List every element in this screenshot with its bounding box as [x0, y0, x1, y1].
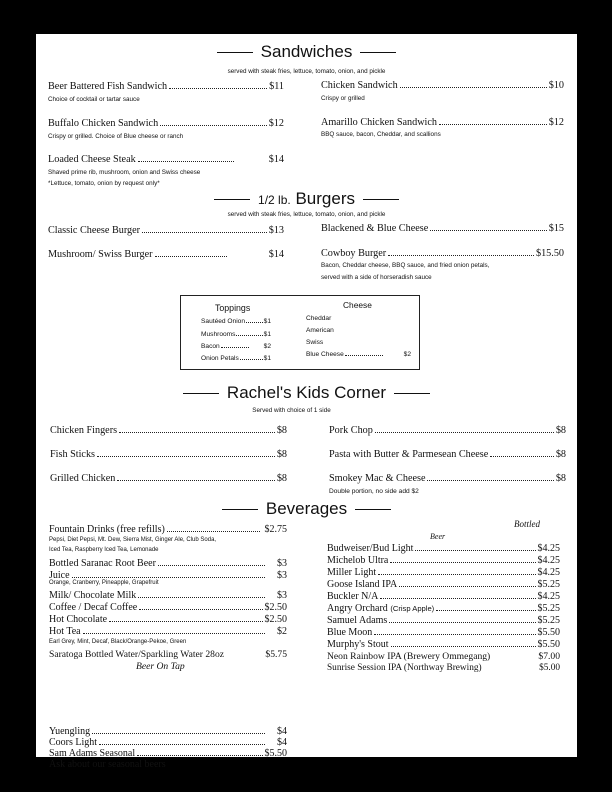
item-price: $8	[276, 473, 287, 484]
item-price: $5.25	[537, 603, 560, 614]
beverage-item	[327, 639, 560, 650]
cheese-item: Swiss	[306, 339, 324, 346]
kids-title: Rachel's Kids Corner	[226, 383, 387, 402]
beverage-item	[327, 567, 560, 578]
item-name: Blackened & Blue Cheese	[321, 223, 429, 234]
item-name: Coffee / Decaf Coffee	[49, 602, 138, 613]
item-price: $8	[555, 449, 566, 460]
topping-item	[201, 318, 271, 325]
item-name: Neon Rainbow IPA (Brewery Ommegang)	[327, 651, 491, 662]
topping-name: Onion Petals	[201, 355, 239, 362]
beverage-item	[49, 524, 287, 535]
menu-item	[321, 80, 564, 91]
item-price: $3	[277, 570, 287, 581]
item-name: Sunrise Session IPA (Northway Brewing)	[327, 663, 482, 673]
item-name: Mushroom/ Swiss Burger	[48, 249, 153, 260]
item-price: $14	[268, 154, 284, 165]
item-price: $12	[268, 118, 284, 129]
item-note: Bacon, Cheddar cheese, BBQ sauce, and fried onion petals,	[321, 262, 490, 269]
item-name: Buffalo Chicken Sandwich	[48, 118, 159, 129]
item-price: $14	[268, 249, 284, 260]
item-name: Hot Chocolate	[49, 614, 108, 625]
item-price: $8	[555, 425, 566, 436]
heading-rule	[355, 509, 391, 510]
item-name: Sam Adams Seasonal	[49, 748, 136, 759]
item-name: Samuel Adams	[327, 615, 388, 626]
item-name: Goose Island IPA	[327, 579, 398, 590]
sandwiches-title: Sandwiches	[260, 42, 353, 61]
topping-item	[201, 331, 271, 338]
item-name: Michelob Ultra	[327, 555, 389, 566]
heading-rule	[360, 52, 396, 53]
cheese-title: Cheese	[343, 300, 372, 310]
kids-subtitle: Served with choice of 1 side	[252, 407, 331, 414]
topping-item	[201, 343, 271, 350]
item-price: $8	[276, 425, 287, 436]
menu-item	[321, 248, 564, 259]
kids-heading	[36, 383, 577, 403]
item-price: $11	[269, 81, 284, 92]
item-name: Budweiser/Bud Light	[327, 543, 414, 554]
item-price: $15.50	[535, 248, 564, 259]
item-name: Juice	[49, 570, 70, 581]
beverage-item	[49, 614, 287, 625]
menu-item	[50, 449, 287, 460]
item-price: $2	[277, 626, 287, 637]
heading-rule	[222, 509, 258, 510]
item-price: $5.50	[537, 639, 560, 650]
heading-rule	[217, 52, 253, 53]
beverage-item	[49, 748, 287, 759]
beverage-item	[49, 590, 287, 601]
item-name: Loaded Cheese Steak	[48, 154, 136, 165]
topping-price: $1	[263, 318, 271, 325]
item-note: Earl Grey, Mint, Decaf, Black/Orange-Pekoe, Green	[49, 639, 187, 645]
beverages-heading	[36, 499, 577, 519]
beverage-item	[49, 737, 287, 748]
menu-item	[48, 81, 284, 92]
item-note: Crispy or grilled	[321, 95, 365, 102]
heading-rule	[394, 393, 430, 394]
menu-item	[48, 225, 284, 236]
heading-rule	[214, 199, 250, 200]
menu-item	[48, 118, 284, 129]
item-price: $5.50	[264, 748, 287, 759]
item-price: $5.25	[537, 615, 560, 626]
item-name: Smokey Mac & Cheese	[329, 473, 426, 484]
cheese-item: Cheddar	[306, 315, 332, 322]
item-note: Shaved prime rib, mushroom, onion and Swiss cheese	[48, 169, 201, 176]
topping-price: $1	[263, 355, 271, 362]
item-note: Crispy or grilled. Choice of Blue cheese or ranch	[48, 133, 184, 140]
menu-item	[48, 154, 284, 165]
menu-item	[321, 117, 564, 128]
beverage-item	[327, 651, 560, 662]
sandwiches-subtitle: served with steak fries, lettuce, tomato, onion, and pickle	[227, 68, 386, 75]
item-name: Buckler N/A	[327, 591, 379, 602]
item-name: Pork Chop	[329, 425, 373, 436]
item-price: $13	[268, 225, 284, 236]
item-name: Fish Sticks	[50, 449, 96, 460]
beverage-item	[49, 558, 287, 569]
burgers-title: Burgers	[295, 189, 355, 208]
menu-item	[329, 473, 566, 484]
item-price: $3	[277, 558, 287, 569]
item-price: $8	[555, 473, 566, 484]
beverage-item	[327, 627, 560, 638]
item-name-extra: (Crisp Apple)	[390, 604, 435, 613]
item-price: $4	[277, 726, 287, 737]
item-price: $4.25	[537, 543, 560, 554]
cheese-name: Blue Cheese	[306, 351, 344, 358]
menu-item	[329, 449, 566, 460]
item-name: Pasta with Butter & Parmesean Cheese	[329, 449, 489, 460]
item-name: Milk/ Chocolate Milk	[49, 590, 137, 601]
beverage-item	[327, 555, 560, 566]
item-name: Coors Light	[49, 737, 98, 748]
beverage-item	[49, 626, 287, 637]
beverage-item	[327, 615, 560, 626]
seasonal-note: Ask about our seasonal beers	[49, 759, 166, 770]
burgers-heading	[36, 189, 577, 209]
menu-page	[36, 34, 577, 770]
beer-label: Beer	[430, 532, 446, 541]
item-note: Double portion, no side add $2	[329, 488, 419, 495]
toppings-cheese-box	[180, 295, 420, 370]
beverage-item	[327, 543, 560, 554]
heading-rule	[363, 199, 399, 200]
menu-item	[48, 249, 284, 260]
item-price: $4	[277, 737, 287, 748]
item-name: Bottled Saranac Root Beer	[49, 558, 156, 569]
item-note: Choice of cocktail or tartar sauce	[48, 96, 140, 103]
beverage-item	[327, 579, 560, 590]
item-price: $15	[548, 223, 564, 234]
burgers-subtitle: served with steak fries, lettuce, tomato, onion, and pickle	[227, 211, 386, 218]
item-price: $4.25	[537, 555, 560, 566]
item-price: $2.50	[264, 614, 287, 625]
item-name: Miller Light	[327, 567, 377, 578]
item-name: Beer Battered Fish Sandwich	[48, 81, 168, 92]
item-name: Chicken Fingers	[50, 425, 118, 436]
item-name: Hot Tea	[49, 626, 81, 637]
item-name: Cowboy Burger	[321, 248, 387, 259]
item-price: $4.25	[537, 567, 560, 578]
item-name: Fountain Drinks (free refills)	[49, 524, 165, 535]
menu-item	[50, 473, 287, 484]
beverages-title: Beverages	[265, 499, 348, 518]
topping-price: $1	[263, 331, 271, 338]
beverage-item	[49, 649, 287, 660]
cheese-item: American	[306, 327, 334, 334]
item-name: Amarillo Chicken Sandwich	[321, 117, 438, 128]
cheese-item	[306, 351, 411, 358]
item-name: Angry Orchard	[327, 603, 388, 614]
menu-item	[321, 223, 564, 234]
item-price: $5.25	[537, 579, 560, 590]
beverage-item	[327, 663, 560, 674]
item-price: $5.00	[539, 663, 560, 673]
cheese-price: $2	[403, 351, 411, 358]
item-name: Blue Moon	[327, 627, 373, 638]
item-note: Orange, Cranberry, Pineapple, Grapefruit	[49, 580, 159, 586]
item-name: Classic Cheese Burger	[48, 225, 141, 236]
item-name: Grilled Chicken	[50, 473, 116, 484]
beverage-item	[49, 726, 287, 737]
burgers-title-prefix: 1/2 lb.	[258, 193, 291, 207]
item-name: Chicken Sandwich	[321, 80, 398, 91]
item-note: *Lettuce, tomato, onion by request only*	[48, 180, 160, 187]
beverage-item	[49, 602, 287, 613]
item-price: $2.75	[264, 524, 287, 535]
item-name: Murphy's Stout	[327, 639, 389, 650]
topping-name: Sautéed Onion	[201, 318, 245, 325]
sandwiches-heading	[36, 42, 577, 62]
beverage-item	[327, 591, 560, 602]
item-price: $10	[548, 80, 564, 91]
item-price: $2.50	[264, 602, 287, 613]
item-price: $5.75	[265, 649, 287, 660]
item-price: $12	[548, 117, 564, 128]
item-note: BBQ sauce, bacon, Cheddar, and scallions	[321, 131, 441, 138]
heading-rule	[183, 393, 219, 394]
item-price: $5.50	[537, 627, 560, 638]
topping-price: $2	[263, 343, 271, 350]
item-note: Pepsi, Diet Pepsi, Mt. Dew, Sierra Mist, Ginger Ale, Club Soda,	[49, 537, 217, 543]
item-price: $3	[277, 590, 287, 601]
menu-item	[329, 425, 566, 436]
toppings-title: Toppings	[215, 303, 251, 313]
beverage-item	[327, 603, 560, 614]
topping-name: Bacon	[201, 343, 220, 350]
item-price: $4.25	[537, 591, 560, 602]
menu-item	[50, 425, 287, 436]
topping-item	[201, 355, 271, 362]
topping-name: Mushrooms	[201, 331, 236, 338]
item-price: $7.00	[538, 651, 560, 662]
item-note: Iced Tea, Raspberry Iced Tea, Lemonade	[49, 547, 159, 553]
item-note: served with a side of horseradish sauce	[321, 274, 432, 281]
item-price: $8	[276, 449, 287, 460]
item-name: Saratoga Bottled Water/Sparkling Water 28oz	[49, 649, 225, 660]
on-tap-label: Beer On Tap	[136, 661, 185, 672]
bottled-label: Bottled	[514, 519, 540, 529]
item-name: Yuengling	[49, 726, 91, 737]
